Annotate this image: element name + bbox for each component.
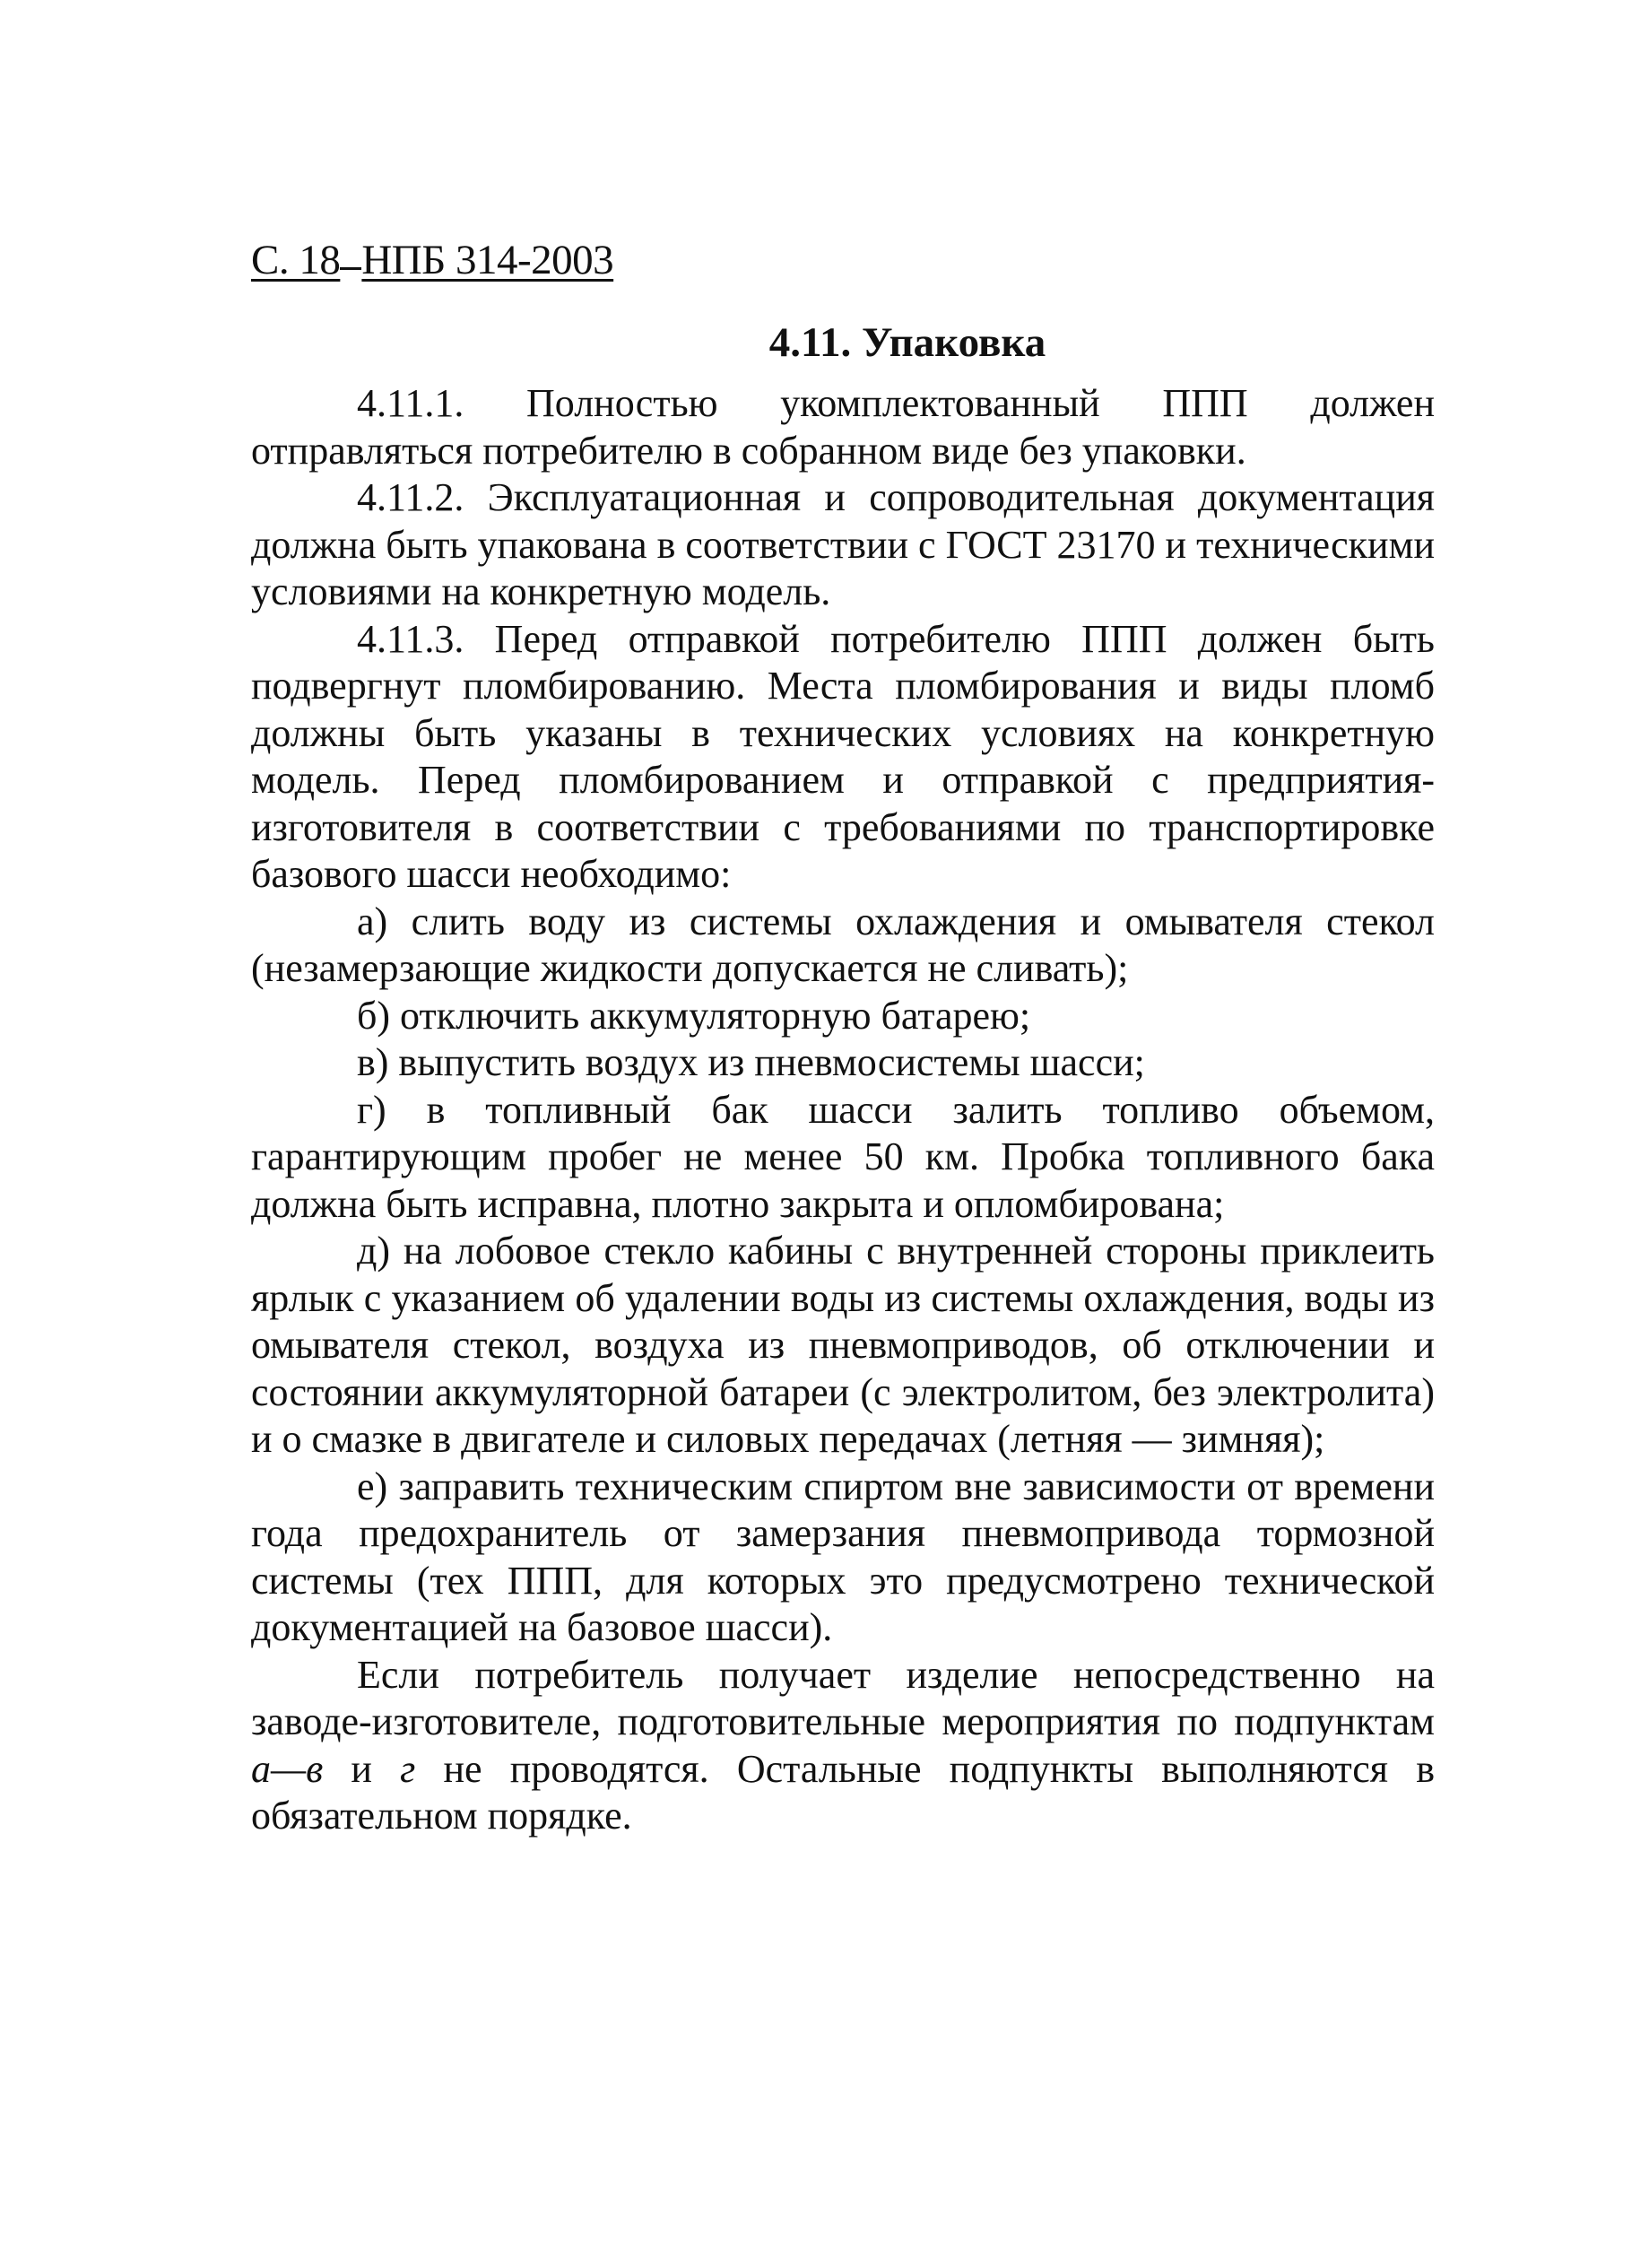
list-item-a: а) слить воду из системы охлаждения и омывателя стекол (незамерзающие жидкости допускается не сливать); — [251, 899, 1435, 990]
list-item-v: в) выпустить воздух из пневмосистемы шасси; — [357, 1040, 1145, 1084]
document-code: НПБ 314-2003 — [361, 237, 614, 283]
paragraph-4-11-3: 4.11.3. Перед отправкой потребителю ППП должен быть подвергнут пломбированию. Места пломбирования и виды пломб должны быть указаны в технических условиях на конкретную модель. Перед пломбированием и отправкой с предприятия-изготовителя в соответствии с требованиями по транспортировке базового шасси необходимо: — [251, 616, 1435, 896]
section-body — [251, 380, 1435, 1840]
final-paragraph-text-1: Если потребитель получает изделие непосредственно на заводе-изготовителе, подготовительные мероприятия по подпунктам — [251, 1652, 1435, 1743]
list-item-d: д) на лобовое стекло кабины с внутренней стороны приклеить ярлык с указанием об удалении воды из системы охлаждения, воды из омывателя стекол, воздуха из пневмоприводов, об отключении и состоянии аккумуляторной батареи (с электролитом, без электролита) и о смазке в двигателе и силовых передачах (летняя — зимняя); — [251, 1229, 1435, 1461]
subitem-reference: г — [400, 1746, 416, 1791]
page-number: С. 18 — [251, 237, 341, 283]
final-paragraph — [251, 1652, 1435, 1840]
list-item-e: е) заправить техническим спиртом вне зависимости от времени года предохранитель от замерзания пневмопривода тормозной системы (тех ППП, для которых это предусмотрено технической документацией на базовое шасси). — [251, 1464, 1435, 1649]
page-header — [251, 235, 613, 285]
subitem-range-reference: а—в — [251, 1746, 324, 1791]
final-paragraph-text-3: не проводятся. Остальные подпункты выполняются в обязательном порядке. — [251, 1746, 1435, 1838]
list-item-b: б) отключить аккумуляторную батарею; — [357, 993, 1031, 1038]
header-underline-gap — [340, 235, 361, 270]
list-item-g: г) в топливный бак шасси залить топливо объемом, гарантирующим пробег не менее 50 км. Пробка топливного бака должна быть исправна, плотно закрыта и опломбирована; — [251, 1087, 1435, 1226]
final-paragraph-text-2: и — [323, 1746, 401, 1791]
section-title: 4.11. Упаковка — [768, 319, 1046, 366]
paragraph-4-11-2: 4.11.2. Эксплуатационная и сопроводительная документация должна быть упакована в соответствии с ГОСТ 23170 и техническими условиями на конкретную модель. — [251, 475, 1435, 613]
paragraph-4-11-1: 4.11.1. Полностью укомплектованный ППП должен отправляться потребителю в собранном виде без упаковки. — [251, 381, 1435, 473]
